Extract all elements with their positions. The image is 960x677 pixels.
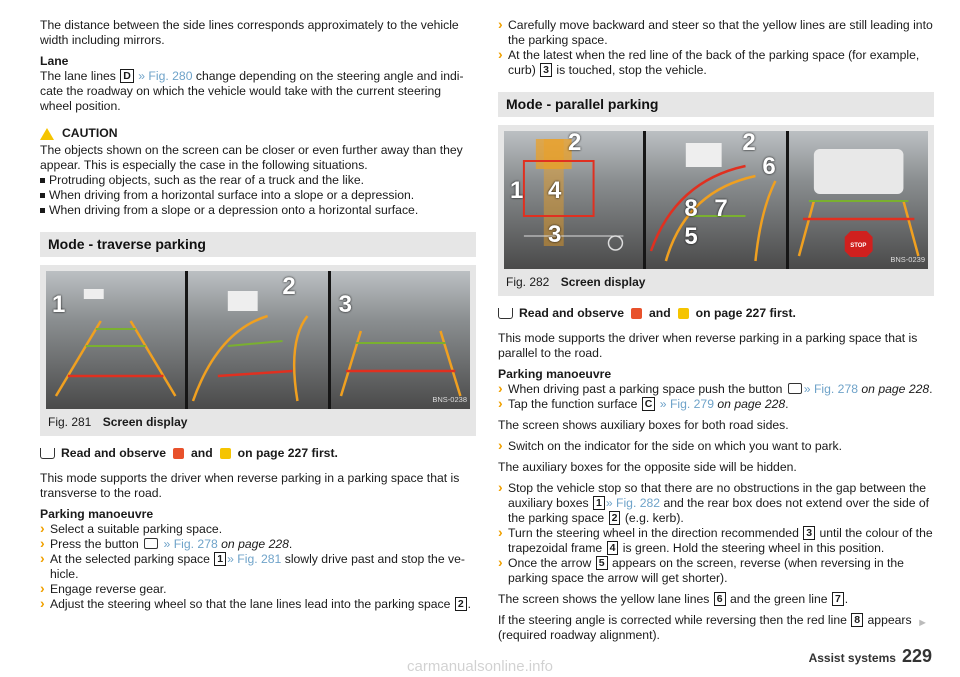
step: › Press the button » Fig. 278 on page 228. [40,537,476,552]
figure-label: 6 [762,153,776,180]
figure-282-image [504,131,928,269]
caution-heading: CAUTION [40,126,476,141]
section-traverse-parking: Mode - traverse parking [40,232,476,257]
step: › Engage reverse gear. [40,582,476,597]
figure-code: BNS-0238 [432,395,467,404]
step: › Switch on the indicator for the side on which you want to park. [498,439,934,454]
step: › Stop the vehicle stop so that there are no obstructions in the gap between the auxiliary boxes 1 » Fig. 282 and the rear box does not extend over the side of the parking space 2 (e.g. kerb). [498,481,934,526]
stop-sign: STOP [850,243,867,249]
right-column [498,18,934,649]
figure-label: 5 [684,223,698,250]
link-fig-279[interactable]: » Fig. 279 [659,397,714,411]
note-icon [678,308,689,319]
link-fig-278[interactable]: » Fig. 278 [803,382,858,396]
camera-button-icon [788,383,802,394]
figure-caption: Fig. 282 Screen display [506,275,646,289]
figure-label: 1 [52,291,66,318]
figure-label: 2 [282,273,296,300]
link-fig-278[interactable]: » Fig. 278 [163,537,218,551]
manoeuvre-heading: Parking manoeuvre [40,507,154,521]
intro-text: This mode supports the driver when reverse parking in a parking space that is parallel to the road. [498,331,918,360]
figure-code: BNS-0239 [890,255,925,264]
note-icon [220,448,231,459]
step: › At the selected parking space 1 » Fig. 281 slowly drive past and stop the ve- hicle. [40,552,476,582]
section-parallel-parking: Mode - parallel parking [498,92,934,117]
paragraph: If the steering angle is corrected while reversing then the red line 8 appears (required roadway alignment). [498,613,912,642]
lane-paragraph: Lane The lane lines D » Fig. 280 change depending on the steering angle and indi- cate the roadway on which the vehicle would take with the current steering wheel position. [40,54,464,113]
caution-icon [40,128,54,140]
step: › Once the arrow 5 appears on the screen, reverse (when reversing in the parking space the arrow will get shorter). [498,556,934,586]
figure-281 [40,265,476,436]
paragraph: The auxiliary boxes for the opposite side will be hidden. [498,460,797,474]
figure-label: 8 [684,195,698,222]
book-icon [40,448,55,459]
figure-label: 3 [338,291,353,318]
figure-label: 7 [714,195,728,222]
caution-text: The objects shown on the screen can be closer or even further away than they appear. This is especially the case in the following situations. [40,143,463,172]
read-observe: Read and observe and on page 227 first. [498,306,934,321]
step: › Tap the function surface C » Fig. 279 on page 228. [498,397,934,412]
figure-label: 2 [568,131,582,156]
step: › Adjust the steering wheel so that the lane lines lead into the parking space 2 . [40,597,476,612]
figure-282 [498,125,934,296]
figure-281-image [46,271,470,409]
link-fig-282[interactable]: » Fig. 282 [605,496,661,510]
caution-item: Protruding objects, such as the rear of a truck and the like. [40,173,476,188]
page-number: 229 [901,646,932,666]
figure-label: 4 [548,177,562,204]
figure-label: 2 [742,131,756,156]
paragraph: The screen shows the yellow lane lines 6 and the green line 7 . [498,592,849,606]
watermark: carmanualsonline.info [407,658,553,675]
chapter-name: Assist systems [808,651,896,665]
figure-label: 1 [510,177,524,204]
step: › Select a suitable parking space. [40,522,476,537]
lane-heading: Lane [40,54,69,68]
step: › Turn the steering wheel in the direction recommended 3 until the colour of the trapezoidal frame 4 is green. Hold the steering wheel in this position. [498,526,934,556]
screen-panel-2 [646,131,785,269]
paragraph: The screen shows auxiliary boxes for both road sides. [498,418,789,432]
screen-panel-1 [46,271,185,409]
step: › When driving past a parking space push the button » Fig. 278 on page 228. [498,382,934,397]
paragraph-side-lines: The distance between the side lines corresponds approximately to the vehicle width including mirrors. [40,18,459,47]
step: › Carefully move backward and steer so that the yellow lines are still leading into the parking space. [498,18,934,48]
read-observe: Read and observe and on page 227 first. [40,446,476,461]
book-icon [498,308,513,319]
link-fig-280[interactable]: » Fig. 280 [138,69,193,83]
manoeuvre-heading: Parking manoeuvre [498,367,612,381]
caution-item: When driving from a slope or a depression onto a horizontal surface. [40,203,476,218]
link-fig-281[interactable]: » Fig. 281 [227,552,282,566]
ref-d: D [120,69,134,83]
screen-panel-3 [331,271,470,409]
caution-item: When driving from a horizontal surface into a slope or a depression. [40,188,476,203]
screen-panel-1 [504,131,643,269]
next-page-arrow-icon[interactable]: ► [917,617,928,629]
warning-icon [631,308,642,319]
camera-button-icon [144,538,158,549]
screen-panel-2 [188,271,327,409]
figure-caption: Fig. 281 Screen display [48,415,188,429]
left-column [40,18,476,612]
warning-icon [173,448,184,459]
intro-text: This mode supports the driver when reverse parking in a parking space that is transverse to the road. [40,471,460,500]
screen-panel-3 [789,131,928,269]
step: › At the latest when the red line of the back of the parking space (for example, curb) 3 is touched, stop the vehicle. [498,48,934,78]
figure-label: 3 [548,221,562,248]
